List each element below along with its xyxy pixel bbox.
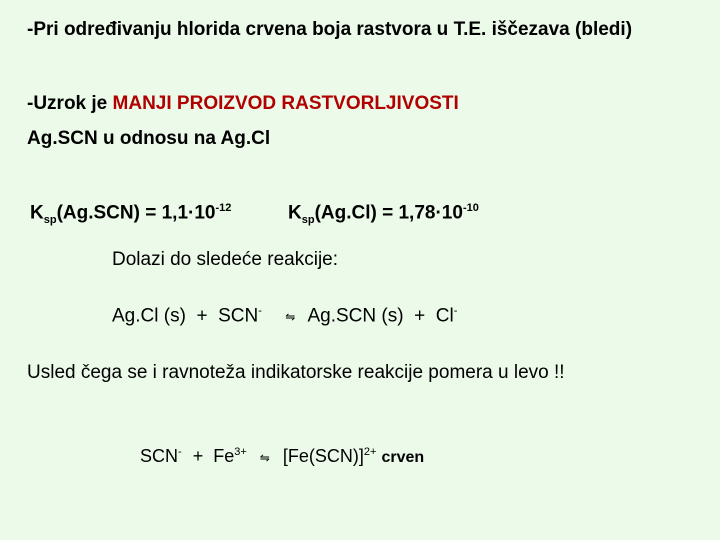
reaction-2 [140, 446, 424, 467]
line-1 [27, 19, 632, 41]
ksp-agcl-exp: -10 [462, 202, 479, 214]
ksp-agscn [30, 202, 231, 226]
reaction-2-fe-sup: 3+ [234, 446, 247, 458]
ksp-agcl-k: K [288, 202, 302, 224]
ksp-agscn-sub: sp [43, 214, 57, 227]
ksp-agcl-sub: sp [301, 214, 315, 227]
reaction-1 [112, 305, 457, 327]
ksp-agscn-k: K [30, 202, 44, 224]
equilibrium-arrow-icon: ⇋ [259, 451, 270, 465]
reaction-1-right: Ag.SCN (s) + Cl [307, 305, 454, 327]
line-5-text: Dolazi do sledeće reakcije: [112, 249, 339, 270]
reaction-1-right-sup: - [453, 305, 458, 317]
reaction-1-left-sup: - [258, 305, 262, 317]
line-3-text: Ag.SCN u odnosu na Ag.Cl [27, 128, 271, 149]
line-1-text: -Pri određivanju hlorida crvena boja rastvora u T.E. iščezava (bledi) [27, 19, 633, 40]
ksp-agcl [288, 202, 479, 226]
equilibrium-arrow-icon: ⇋ [285, 310, 296, 325]
line-2-highlight: MANJI PROIZVOD RASTVORLJIVOSTI [112, 93, 459, 114]
reaction-2-scn-sup: - [178, 446, 182, 458]
reaction-2-fe: + Fe [192, 446, 235, 466]
line-3 [27, 128, 270, 150]
line-2-prefix: -Uzrok je [27, 93, 113, 114]
line-5 [112, 249, 338, 271]
reaction-2-complex: [Fe(SCN)] [282, 446, 364, 466]
line-7-text: Usled čega se i ravnoteža indikatorske reakcije pomera u levo !! [27, 362, 565, 383]
line-7 [27, 362, 565, 384]
line-2 [27, 93, 459, 115]
reaction-2-color: crven [381, 449, 425, 466]
reaction-2-scn: SCN [140, 446, 179, 466]
reaction-1-left: Ag.Cl (s) + SCN [112, 305, 259, 327]
ksp-agscn-exp: -12 [215, 202, 232, 214]
reaction-2-complex-sup: 2+ [363, 446, 377, 458]
ksp-agscn-formula: (Ag.SCN) = 1,1·10 [56, 202, 216, 224]
ksp-agcl-formula: (Ag.Cl) = 1,78·10 [314, 202, 463, 224]
